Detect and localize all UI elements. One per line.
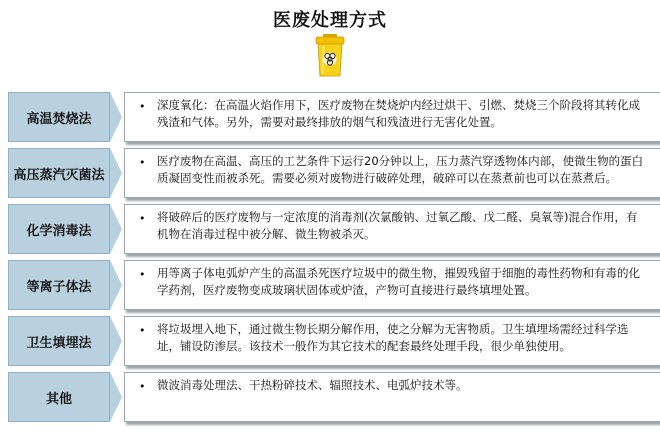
method-row — [8, 316, 652, 366]
method-row — [8, 92, 652, 142]
page-title: 医废处理方式 — [273, 10, 387, 31]
method-description: • 深度氧化：在高温火焰作用下，医疗废物在焚烧炉内经过烘干、引燃、焚烧三个阶段将其转化成残渣和气体。另外，需要对最终排放的烟气和残渣进行无害化处置。 — [124, 92, 660, 142]
arrow-right-icon — [110, 148, 122, 198]
method-row — [8, 204, 652, 254]
arrow-right-icon — [110, 372, 122, 422]
method-row — [8, 372, 652, 422]
arrow-right-icon — [110, 316, 122, 366]
method-label: 其他 — [8, 372, 110, 422]
method-description: • 将破碎后的医疗废物与一定浓度的消毒剂(次氯酸钠、过氧乙酸、戊二醛、臭氧等)混合作用，有机物在消毒过程中被分解、微生物被杀灭。 — [124, 204, 660, 254]
bullet-icon: • — [139, 212, 146, 225]
method-label: 等离子体法 — [8, 260, 110, 310]
biohazard-bin-icon — [312, 34, 348, 78]
method-description: • 医疗废物在高温、高压的工艺条件下运行20分钟以上，压力蒸汽穿透物体内部，使微生物的蛋白质凝固变性而被杀死。需要必须对废物进行破碎处理，破碎可以在蒸煮前也可以在蒸煮后。 — [124, 148, 660, 198]
method-label: 化学消毒法 — [8, 204, 110, 254]
bullet-icon: • — [139, 156, 146, 169]
method-label: 高压蒸汽灭菌法 — [8, 148, 110, 198]
bullet-icon: • — [139, 380, 146, 393]
method-row — [8, 260, 652, 310]
method-description: • 微波消毒处理法、干热粉碎技术、辐照技术、电弧炉技术等。 — [124, 372, 660, 422]
method-label: 高温焚烧法 — [8, 92, 110, 142]
bullet-icon: • — [139, 324, 146, 337]
method-label: 卫生填埋法 — [8, 316, 110, 366]
method-description: • 用等离子体电弧炉产生的高温杀死医疗垃圾中的微生物，摧毁残留于细胞的毒性药物和有毒的化学药剂，医疗废物变成玻璃状固体或炉渣，产物可直接进行最终填埋处置。 — [124, 260, 660, 310]
bullet-icon: • — [139, 100, 146, 113]
method-row — [8, 148, 652, 198]
arrow-right-icon — [110, 260, 122, 310]
arrow-right-icon — [110, 92, 122, 142]
bullet-icon: • — [139, 268, 146, 281]
method-description: • 将垃圾埋入地下，通过微生物长期分解作用，使之分解为无害物质。卫生填埋场需经过科学选址，铺设防渗层。该技术一般作为其它技术的配套最终处理手段，很少单独使用。 — [124, 316, 660, 366]
arrow-right-icon — [110, 204, 122, 254]
